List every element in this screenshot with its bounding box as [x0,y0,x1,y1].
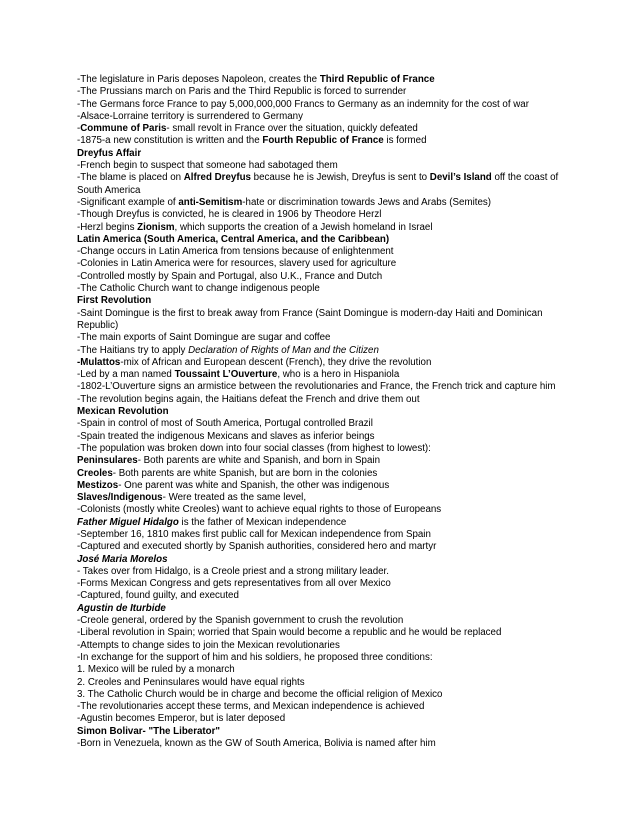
text-line [77,148,567,160]
text-line [77,332,567,344]
text-line [77,209,567,221]
text-line [77,627,567,639]
text-line [77,197,567,209]
text-run: -In exchange for the support of him and his soldiers, he proposed three conditions: [77,651,433,663]
text-run: -Captured and executed shortly by Spanish authorities, considered hero and martyr [77,541,437,553]
text-run: - small revolt in France over the situation, quickly defeated [166,123,418,135]
text-line [77,295,567,307]
text-run: -Spain treated the indigenous Mexicans and slaves as inferior beings [77,430,375,442]
text-line [77,677,567,689]
bold-term: Commune of Paris [80,123,167,135]
bold-term: Slaves/Indigenous [77,492,163,504]
text-line [77,566,567,578]
text-line [77,615,567,627]
bold-term: José Maria Morelos [77,553,168,565]
text-run: -Creole general, ordered by the Spanish government to crush the revolution [77,615,404,627]
text-line [77,480,567,492]
text-run: - One parent was white and Spanish, the other was indigenous [118,479,390,491]
text-line [77,541,567,553]
text-line [77,369,567,381]
bold-term: Third Republic of France [319,74,435,85]
text-run: 1. Mexico will be ruled by a monarch [77,664,235,676]
text-line [77,394,567,406]
text-line [77,468,567,480]
text-run: -The Germans force France to pay 5,000,000,000 Francs to Germany as an indemnity for the cost of war [77,98,529,110]
bold-term: Zionism [137,221,175,233]
text-line [77,406,567,418]
text-line [77,111,567,123]
bold-term: Peninsulares [77,455,138,467]
text-run: -Controlled mostly by Spain and Portugal, also U.K., France and Dutch [77,270,383,282]
text-line [77,258,567,270]
text-run: -1802-L’Ouverture signs an armistice between the revolutionaries and France, the French trick and capture him [77,381,556,393]
text-run: -The main exports of Saint Domingue are sugar and coffee [77,332,331,344]
bold-term: -Mulattos [77,356,121,368]
text-run: -Colonists (mostly white Creoles) want to achieve equal rights to those of Europeans [77,504,442,516]
text-run: - Were treated as the same level, [162,492,307,504]
text-run: 2. Creoles and Peninsulares would have equal rights [77,676,305,688]
text-line [77,271,567,283]
text-line [77,160,567,172]
text-run: -The Haitians try to apply [77,344,189,356]
text-run: -Agustin becomes Emperor, but is later deposed [77,713,286,725]
text-run: -The blame is placed on [77,172,184,184]
bold-term: Simon Bolivar- "The Liberator" [77,725,221,737]
text-run: -Spain in control of most of South America, Portugal controlled Brazil [77,418,373,430]
text-line [77,455,567,467]
text-run: is the father of Mexican independence [178,516,347,528]
text-line [77,246,567,258]
text-line [77,652,567,664]
text-line [77,431,567,443]
bold-term: Devil’s Island [429,172,492,184]
text-run: -Led by a man named [77,369,175,381]
text-run: -The Catholic Church want to change indigenous people [77,283,320,295]
bold-term: Creoles [77,467,113,479]
text-run: -September 16, 1810 makes first public call for Mexican independence from Spain [77,528,431,540]
text-run: -Saint Domingue is the first to break away from France (Saint Domingue is modern-day Haiti and Dominican Republic) [77,307,543,331]
text-line [77,234,567,246]
text-line [77,603,567,615]
bold-term: Mestizos [77,479,119,491]
text-line [77,222,567,234]
text-line [77,504,567,516]
bold-term: Mexican Revolution [77,406,169,418]
text-run: -Forms Mexican Congress and gets representatives from all over Mexico [77,578,391,590]
text-line [77,726,567,738]
text-line [77,590,567,602]
text-run: -Alsace-Lorraine territory is surrendered to Germany [77,110,303,122]
text-run: -The legislature in Paris deposes Napoleon, creates the [77,74,320,85]
text-run: because he is Jewish, Dreyfus is sent to [250,172,430,184]
text-line [77,713,567,725]
bold-term: Dreyfus Affair [77,147,142,159]
text-line [77,554,567,566]
text-line [77,738,567,750]
text-line [77,701,567,713]
text-line [77,172,567,197]
text-line [77,517,567,529]
text-run: -Liberal revolution in Spain; worried that Spain would become a republic and he would be replaced [77,627,502,639]
text-run: -French begin to suspect that someone had sabotaged them [77,160,338,172]
text-line [77,357,567,369]
bold-term: anti-Semitism [178,196,243,208]
text-run: - Both parents are white and Spanish, and born in Spain [137,455,380,467]
text-line [77,345,567,357]
text-run: , who is a hero in Hispaniola [277,369,400,381]
text-line [77,689,567,701]
text-run: off the coast of South America [77,172,559,196]
text-run: -The revolution begins again, the Haitians defeat the French and drive them out [77,393,420,405]
text-run: - Both parents are white Spanish, but are born in the colonies [112,467,378,479]
text-run: -Captured, found guilty, and executed [77,590,239,602]
text-run: -The population was broken down into four social classes (from highest to lowest): [77,442,431,454]
bold-term: Toussaint L’Ouverture [174,369,278,381]
text-line [77,418,567,430]
text-line [77,123,567,135]
text-run: -Born in Venezuela, known as the GW of South America, Bolivia is named after him [77,738,436,750]
text-run: - Takes over from Hidalgo, is a Creole priest and a strong military leader. [77,565,389,577]
text-run: -mix of African and European descent (French), they drive the revolution [120,356,432,368]
document-text [77,74,567,750]
bold-term: First Revolution [77,295,152,307]
text-run: -hate or discrimination towards Jews and Arabs (Semites) [242,196,492,208]
bold-term: Alfred Dreyfus [183,172,251,184]
italic-term: Declaration of Rights of Man and the Citizen [188,344,379,356]
text-line [77,135,567,147]
text-line [77,443,567,455]
text-run: - [77,123,81,135]
text-run: -Significant example of [77,196,179,208]
bold-term: Father Miguel Hidalgo [77,516,179,528]
text-run: -Attempts to change sides to join the Mexican revolutionaries [77,639,340,651]
text-line [77,74,567,86]
text-line [77,492,567,504]
text-run: -1875-a new constitution is written and the [77,135,263,147]
text-run: -Change occurs in Latin America from tensions because of enlightenment [77,246,394,258]
text-run: -The Prussians march on Paris and the Third Republic is forced to surrender [77,86,407,98]
text-line [77,99,567,111]
text-run: , which supports the creation of a Jewish homeland in Israel [174,221,433,233]
text-run: -Herzl begins [77,221,138,233]
text-line [77,664,567,676]
text-run: 3. The Catholic Church would be in charge and become the official religion of Mexico [77,688,443,700]
text-line [77,283,567,295]
text-run: -Colonies in Latin America were for resources, slavery used for agriculture [77,258,397,270]
text-line [77,529,567,541]
text-line [77,381,567,393]
text-run: -The revolutionaries accept these terms, and Mexican independence is achieved [77,701,425,713]
text-line [77,308,567,333]
text-line [77,86,567,98]
bold-term: Fourth Republic of France [262,135,384,147]
text-line [77,640,567,652]
bold-term: Latin America (South America, Central America, and the Caribbean) [77,233,390,245]
text-line [77,578,567,590]
text-run: -Though Dreyfus is convicted, he is cleared in 1906 by Theodore Herzl [77,209,382,221]
text-run: is formed [383,135,427,147]
bold-term: Agustin de Iturbide [77,602,166,614]
